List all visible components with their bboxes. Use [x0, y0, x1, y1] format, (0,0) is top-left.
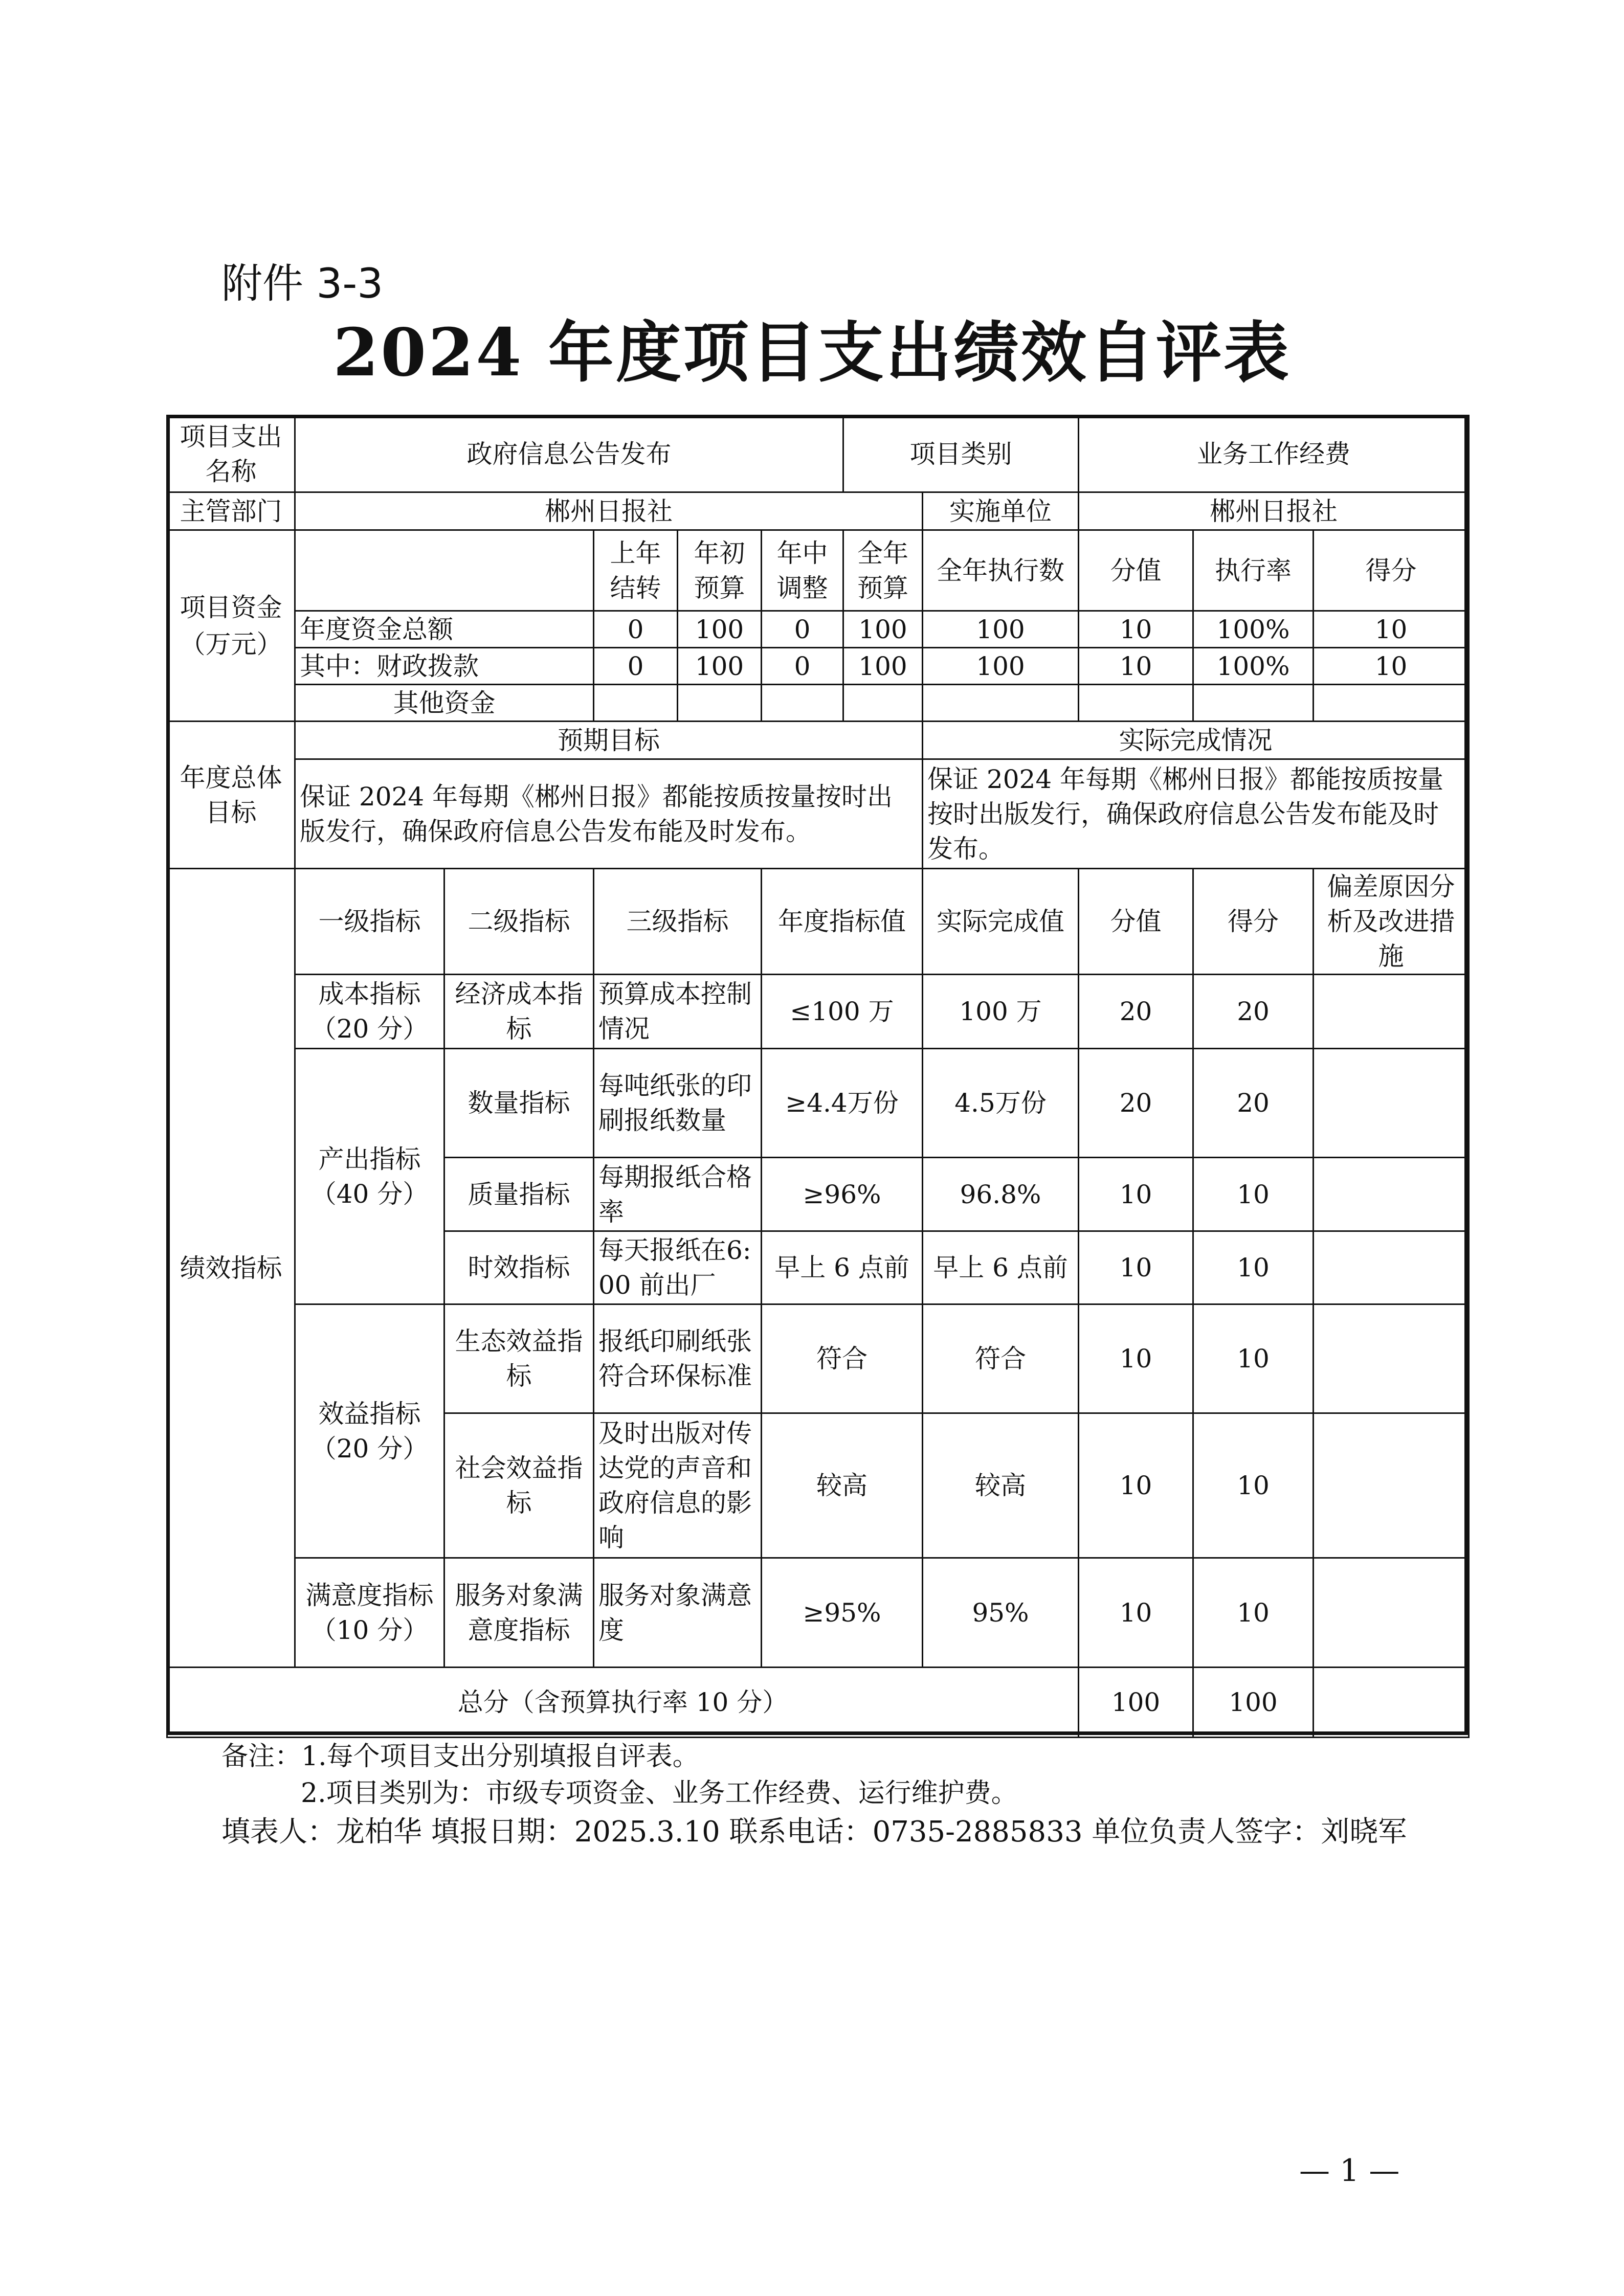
- perf-actual: 100 万: [923, 975, 1079, 1049]
- fund-cell: 100: [678, 611, 762, 648]
- perf-label: 绩效指标: [167, 869, 295, 1668]
- goal-label: 年度总体目标: [167, 722, 295, 869]
- perf-score: 10: [1079, 1558, 1193, 1668]
- perf-l1: 满意度指标（10 分）: [295, 1558, 444, 1668]
- perf-got: 10: [1193, 1304, 1314, 1413]
- perf-score: 10: [1079, 1413, 1193, 1558]
- perf-actual: 96.8%: [923, 1158, 1079, 1231]
- total-label: 总分（含预算执行率 10 分）: [167, 1668, 1079, 1738]
- perf-got: 10: [1193, 1231, 1314, 1304]
- fund-cell: 0: [594, 648, 678, 685]
- fund-cell: 0: [762, 648, 843, 685]
- fund-cell: 100%: [1193, 648, 1314, 685]
- perf-target: 较高: [762, 1413, 923, 1558]
- document-title: 2024 年度项目支出绩效自评表: [333, 314, 1291, 391]
- perf-target: ≥96%: [762, 1158, 923, 1231]
- perf-actual: 95%: [923, 1558, 1079, 1668]
- perf-score: 10: [1079, 1158, 1193, 1231]
- fund-row-label: 其他资金: [295, 685, 594, 722]
- fund-header: 分值: [1079, 530, 1193, 611]
- remark-line-1: 备注：1.每个项目支出分别填报自评表。: [221, 1741, 699, 1772]
- fund-header: 执行率: [1193, 530, 1314, 611]
- goal-expected-header: 预期目标: [295, 722, 923, 759]
- perf-score: 10: [1079, 1304, 1193, 1413]
- fund-header: 得分: [1314, 530, 1469, 611]
- perf-got: 10: [1193, 1413, 1314, 1558]
- signature-line: 填表人：龙柏华 填报日期：2025.3.10 联系电话：0735-2885833 单位负责人签字：刘晓军: [221, 1815, 1407, 1849]
- perf-l2: 时效指标: [444, 1231, 594, 1304]
- fund-cell: 0: [594, 611, 678, 648]
- perf-header: 偏差原因分析及改进措施: [1314, 869, 1469, 975]
- goal-actual-header: 实际完成情况: [923, 722, 1469, 759]
- perf-l2: 经济成本指标: [444, 975, 594, 1049]
- project-type-label: 项目类别: [843, 416, 1079, 492]
- perf-l3: 每期报纸合格率: [594, 1158, 762, 1231]
- perf-actual: 4.5万份: [923, 1049, 1079, 1158]
- fund-header: 年初预算: [678, 530, 762, 611]
- dept-value: 郴州日报社: [295, 492, 923, 530]
- perf-target: 早上 6 点前: [762, 1231, 923, 1304]
- perf-got: 20: [1193, 1049, 1314, 1158]
- fund-cell: 0: [762, 611, 843, 648]
- remark-line-2: 2.项目类别为：市级专项资金、业务工作经费、运行维护费。: [301, 1778, 1018, 1809]
- perf-header: 年度指标值: [762, 869, 923, 975]
- perf-header: 得分: [1193, 869, 1314, 975]
- perf-got: 10: [1193, 1158, 1314, 1231]
- perf-header: 一级指标: [295, 869, 444, 975]
- total-got: 100: [1193, 1668, 1314, 1738]
- perf-l1: 成本指标（20 分）: [295, 975, 444, 1049]
- table-outer-border: [166, 415, 1468, 1735]
- perf-l3: 报纸印刷纸张符合环保标准: [594, 1304, 762, 1413]
- perf-header: 三级指标: [594, 869, 762, 975]
- fund-cell: 10: [1079, 648, 1193, 685]
- page-number: — 1 —: [1299, 2153, 1400, 2189]
- fund-header: 全年执行数: [923, 530, 1079, 611]
- fund-cell: 10: [1314, 648, 1469, 685]
- fund-cell: 100: [923, 611, 1079, 648]
- fund-cell: 100: [843, 611, 923, 648]
- fund-cell: 100%: [1193, 611, 1314, 648]
- fund-row-label: 其中：财政拨款: [295, 648, 594, 685]
- total-score: 100: [1079, 1668, 1193, 1738]
- perf-actual: 较高: [923, 1413, 1079, 1558]
- perf-target: ≥4.4万份: [762, 1049, 923, 1158]
- perf-l1: 效益指标（20 分）: [295, 1304, 444, 1558]
- fund-cell: 100: [843, 648, 923, 685]
- perf-target: 符合: [762, 1304, 923, 1413]
- project-name-label: 项目支出名称: [167, 416, 295, 492]
- perf-score: 20: [1079, 1049, 1193, 1158]
- fund-header: 全年预算: [843, 530, 923, 611]
- perf-l1: 产出指标（40 分）: [295, 1049, 444, 1304]
- perf-actual: 符合: [923, 1304, 1079, 1413]
- fund-cell: 100: [678, 648, 762, 685]
- fund-header: 上年结转: [594, 530, 678, 611]
- perf-target: ≤100 万: [762, 975, 923, 1049]
- perf-l2: 社会效益指标: [444, 1413, 594, 1558]
- perf-l2: 生态效益指标: [444, 1304, 594, 1413]
- fund-row-label: 年度资金总额: [295, 611, 594, 648]
- perf-header: 实际完成值: [923, 869, 1079, 975]
- perf-header: 分值: [1079, 869, 1193, 975]
- attachment-label: 附件 3-3: [221, 260, 384, 307]
- perf-l3: 每吨纸张的印刷报纸数量: [594, 1049, 762, 1158]
- perf-actual: 早上 6 点前: [923, 1231, 1079, 1304]
- funds-label: 项目资金（万元）: [167, 530, 295, 722]
- perf-l3: 服务对象满意度: [594, 1558, 762, 1668]
- perf-score: 20: [1079, 975, 1193, 1049]
- perf-got: 10: [1193, 1558, 1314, 1668]
- goal-actual-text: 保证 2024 年每期《郴州日报》都能按质按量按时出版发行，确保政府信息公告发布能及时发布。: [923, 759, 1469, 869]
- fund-header: 年中调整: [762, 530, 843, 611]
- unit-label: 实施单位: [923, 492, 1079, 530]
- project-type-value: 业务工作经费: [1079, 416, 1469, 492]
- perf-score: 10: [1079, 1231, 1193, 1304]
- unit-value: 郴州日报社: [1079, 492, 1469, 530]
- perf-l3: 每天报纸在6:00 前出厂: [594, 1231, 762, 1304]
- perf-l3: 预算成本控制情况: [594, 975, 762, 1049]
- perf-l2: 数量指标: [444, 1049, 594, 1158]
- goal-expected-text: 保证 2024 年每期《郴州日报》都能按质按量按时出版发行，确保政府信息公告发布能及时发布。: [295, 759, 923, 869]
- project-name-value: 政府信息公告发布: [295, 416, 843, 492]
- perf-l2: 质量指标: [444, 1158, 594, 1231]
- fund-cell: 10: [1079, 611, 1193, 648]
- fund-cell: 10: [1314, 611, 1469, 648]
- perf-target: ≥95%: [762, 1558, 923, 1668]
- perf-header: 二级指标: [444, 869, 594, 975]
- perf-got: 20: [1193, 975, 1314, 1049]
- perf-l3: 及时出版对传达党的声音和政府信息的影响: [594, 1413, 762, 1558]
- fund-cell: 100: [923, 648, 1079, 685]
- perf-l2: 服务对象满意度指标: [444, 1558, 594, 1668]
- dept-label: 主管部门: [167, 492, 295, 530]
